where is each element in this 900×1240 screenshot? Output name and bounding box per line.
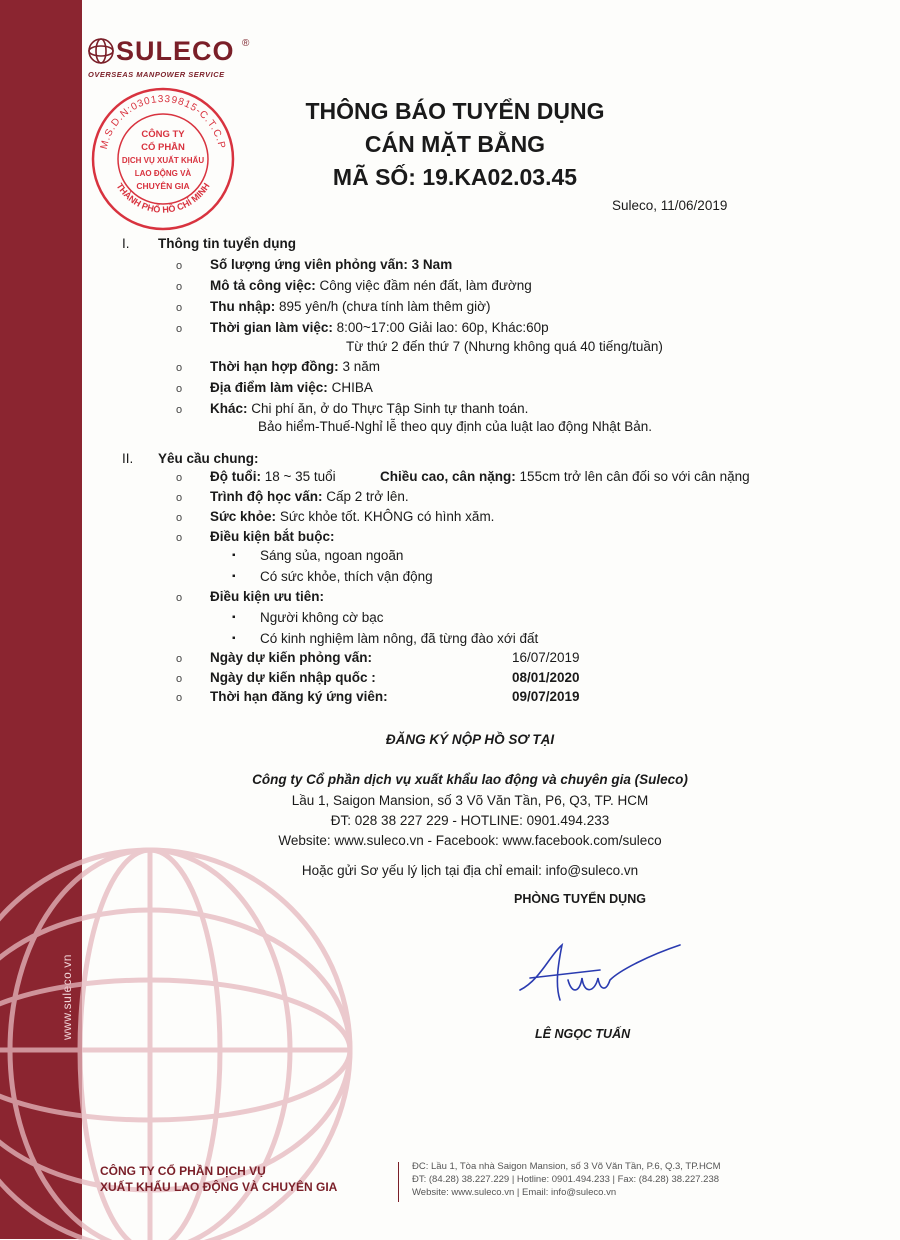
footer-web: Website: www.suleco.vn | Email: info@suleco.vn bbox=[412, 1187, 617, 1198]
entry-date-label: Ngày dự kiến nhập quốc : bbox=[210, 670, 376, 685]
square-bullet-icon: ▪ bbox=[232, 550, 236, 561]
contact-email: Hoặc gửi Sơ yếu lý lịch tại địa chỉ email: info@suleco.vn bbox=[301, 863, 639, 878]
list-item-chieu-cao: Chiều cao, cân nặng: 155cm trở lên cân đối so với cân nặng bbox=[380, 469, 750, 484]
bullet-icon: o bbox=[176, 323, 183, 335]
section-1-number: I. bbox=[122, 236, 130, 251]
department-label: PHÒNG TUYỂN DỤNG bbox=[514, 892, 646, 906]
bullet-icon: o bbox=[176, 362, 183, 374]
logo-registered: ® bbox=[242, 38, 250, 49]
bullet-icon: o bbox=[176, 383, 183, 395]
logo-text: SULECO bbox=[116, 36, 235, 66]
list-item-uu-tien: Điều kiện ưu tiên: bbox=[210, 589, 325, 604]
company-stamp-icon bbox=[88, 84, 238, 234]
svg-text:DỊCH VỤ XUẤT KHẨU: DỊCH VỤ XUẤT KHẨU bbox=[121, 156, 205, 165]
list-item-thoi-gian: Thời gian làm việc: 8:00~17:00 Giải lao: 60p, Khác:60p bbox=[210, 320, 549, 335]
contact-phone: ĐT: 028 38 227 229 - HOTLINE: 0901.494.233 bbox=[330, 813, 610, 828]
logo-tagline: OVERSEAS MANPOWER SERVICE bbox=[88, 70, 225, 79]
bullet-icon: o bbox=[176, 260, 183, 272]
contact-heading: ĐĂNG KÝ NỘP HỒ SƠ TẠI bbox=[385, 732, 555, 747]
issue-date: Suleco, 11/06/2019 bbox=[612, 198, 728, 213]
list-item-mo-ta: Mô tả công việc: Công việc đầm nén đất, làm đường bbox=[210, 278, 532, 293]
list-item-trinh-do: Trình độ học vấn: Cấp 2 trở lên. bbox=[210, 489, 409, 504]
notice-title: THÔNG BÁO TUYỂN DỤNG bbox=[305, 98, 605, 124]
list-item-khac-detail: Bảo hiểm-Thuế-Nghỉ lễ theo quy định của luật lao động Nhật Bản. bbox=[258, 419, 653, 434]
footer-company-line1: CÔNG TY CỔ PHẦN DỊCH VỤ bbox=[100, 1164, 266, 1178]
bullet-icon: o bbox=[176, 692, 183, 704]
bullet-icon: o bbox=[176, 673, 183, 685]
list-item-bat-buoc: Điều kiện bắt buộc: bbox=[210, 529, 335, 544]
job-title: CÁN MẶT BẰNG bbox=[364, 131, 546, 157]
bullet-icon: o bbox=[176, 404, 183, 416]
bullet-icon: o bbox=[176, 653, 183, 665]
job-code: MÃ SỐ: 19.KA02.03.45 bbox=[332, 164, 578, 190]
deadline-value: 09/07/2019 bbox=[512, 689, 580, 704]
bullet-icon: o bbox=[176, 532, 183, 544]
sub-item-bat-buoc-1: Sáng sủa, ngoan ngoãn bbox=[260, 548, 404, 563]
list-item-khac: Khác: Chi phí ăn, ở do Thực Tập Sinh tự thanh toán. bbox=[210, 401, 529, 416]
bullet-icon: o bbox=[176, 281, 183, 293]
entry-date-value: 08/01/2020 bbox=[512, 670, 580, 685]
sub-item-bat-buoc-2: Có sức khỏe, thích vận động bbox=[260, 569, 433, 584]
list-item-dia-diem: Địa điểm làm việc: CHIBA bbox=[210, 380, 373, 395]
signature-icon bbox=[510, 940, 690, 1010]
contact-website: Website: www.suleco.vn - Facebook: www.facebook.com/suleco bbox=[278, 833, 662, 848]
sub-item-uu-tien-1: Người không cờ bạc bbox=[260, 610, 384, 625]
svg-text:LAO ĐỘNG VÀ: LAO ĐỘNG VÀ bbox=[134, 169, 192, 178]
list-item-hop-dong: Thời hạn hợp đồng: 3 năm bbox=[210, 359, 380, 374]
list-item-do-tuoi: Độ tuổi: 18 ~ 35 tuổi bbox=[210, 469, 336, 484]
list-item-so-luong: Số lượng ứng viên phỏng vấn: 3 Nam bbox=[210, 257, 453, 272]
footer-address: ĐC: Lầu 1, Tòa nhà Saigon Mansion, số 3 Võ Văn Tần, P.6, Q.3, TP.HCM bbox=[412, 1161, 721, 1172]
section-2-title: Yêu cầu chung: bbox=[158, 451, 259, 466]
footer-phone: ĐT: (84.28) 38.227.229 | Hotline: 0901.494.233 | Fax: (84.28) 38.227.238 bbox=[412, 1174, 720, 1185]
footer-divider bbox=[398, 1162, 399, 1202]
bullet-icon: o bbox=[176, 302, 183, 314]
bullet-icon: o bbox=[176, 592, 183, 604]
sub-item-uu-tien-2: Có kinh nghiệm làm nông, đã từng đào xới đất bbox=[260, 631, 539, 646]
sidebar-url: www.suleco.vn bbox=[60, 954, 74, 1040]
list-item-suc-khoe: Sức khỏe: Sức khỏe tốt. KHÔNG có hình xăm. bbox=[210, 509, 495, 524]
suleco-logo-icon bbox=[86, 36, 116, 66]
section-1-title: Thông tin tuyển dụng bbox=[158, 236, 296, 251]
bullet-icon: o bbox=[176, 492, 183, 504]
svg-text:CHUYÊN GIA: CHUYÊN GIA bbox=[136, 181, 190, 191]
section-2-number: II. bbox=[122, 451, 134, 466]
list-item-thoi-gian-detail: Từ thứ 2 đến thứ 7 (Nhưng không quá 40 tiếng/tuần) bbox=[346, 339, 663, 354]
interview-date-value: 16/07/2019 bbox=[512, 650, 580, 665]
footer-company-line2: XUẤT KHẨU LAO ĐỘNG VÀ CHUYÊN GIA bbox=[100, 1180, 338, 1194]
interview-date-label: Ngày dự kiến phỏng vấn: bbox=[210, 650, 373, 665]
square-bullet-icon: ▪ bbox=[232, 571, 236, 582]
deadline-label: Thời hạn đăng ký ứng viên: bbox=[210, 689, 388, 704]
svg-text:CỔ PHẦN: CỔ PHẦN bbox=[141, 142, 185, 153]
square-bullet-icon: ▪ bbox=[232, 612, 236, 623]
svg-text:M.S.D.N:0301339815-C.T.C.P: M.S.D.N:0301339815-C.T.C.P bbox=[98, 93, 228, 151]
svg-text:CÔNG TY: CÔNG TY bbox=[141, 129, 185, 140]
contact-address: Lầu 1, Saigon Mansion, số 3 Võ Văn Tần, P6, Q3, TP. HCM bbox=[291, 793, 649, 808]
bullet-icon: o bbox=[176, 512, 183, 524]
signer-name: LÊ NGỌC TUẤN bbox=[535, 1027, 631, 1041]
svg-text:THÀNH PHỐ HỒ CHÍ MINH: THÀNH PHỐ HỒ CHÍ MINH bbox=[114, 181, 212, 215]
contact-company: Công ty Cổ phần dịch vụ xuất khẩu lao động và chuyên gia (Suleco) bbox=[252, 772, 688, 787]
list-item-thu-nhap: Thu nhập: 895 yên/h (chưa tính làm thêm giờ) bbox=[210, 299, 491, 314]
bullet-icon: o bbox=[176, 472, 183, 484]
square-bullet-icon: ▪ bbox=[232, 633, 236, 644]
